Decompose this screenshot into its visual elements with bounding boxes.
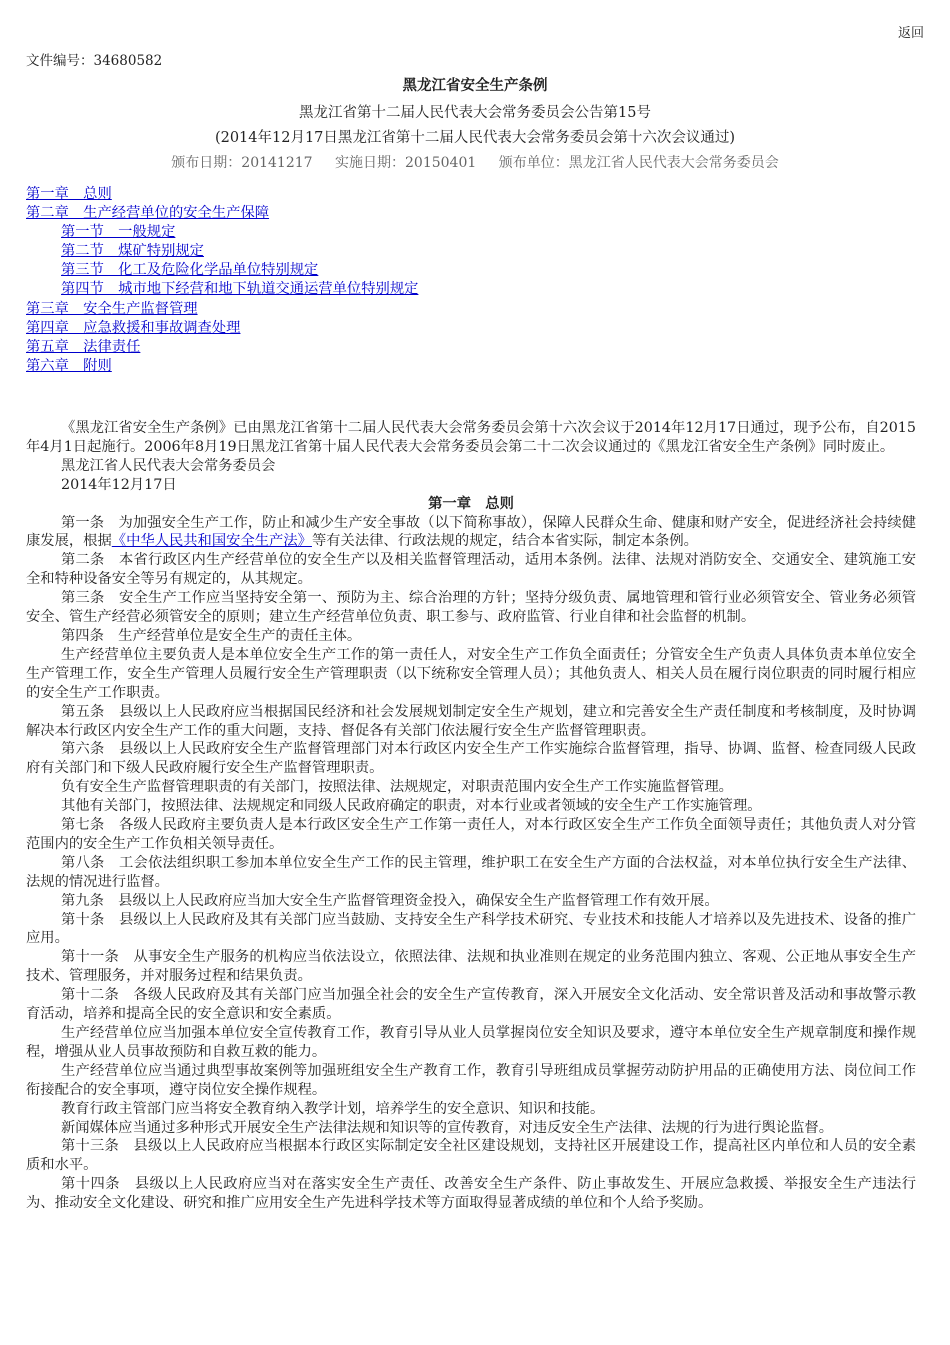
toc-link-section-3[interactable]: 第三节 化工及危险化学品单位特别规定 (61, 262, 319, 279)
toc-link-chapter-1[interactable]: 第一章 总则 (26, 186, 112, 202)
signing-organization: 黑龙江省人民代表大会常务委员会 (61, 457, 276, 474)
article-paragraph: 生产经营单位主要负责人是本单位安全生产工作的第一责任人，对安全生产工作负全面责任；分管安全生产负责人具体负责本单位安全生产管理工作，安全生产管理人员履行安全生产管理职责（以下统称安全管理人员）；其他负责人、相关人员在履行岗位职责的同时履行相应的安全生产工作职责。 (26, 646, 916, 701)
issuer: 颁布单位：黑龙江省人民代表大会常务委员会 (498, 155, 779, 171)
article-paragraph: 第四条 生产经营单位是安全生产的责任主体。 (61, 627, 362, 644)
article-paragraph: 第九条 县级以上人民政府应当加大安全生产监督管理资金投入，确保安全生产监督管理工作有效开展。 (61, 892, 719, 909)
toc-link-chapter-3[interactable]: 第三章 安全生产监督管理 (26, 300, 198, 317)
article-paragraph: 第五条 县级以上人民政府应当根据国民经济和社会发展规划制定安全生产规划，建立和完善安全生产责任制度和考核制度，及时协调解决本行政区内安全生产工作的重大问题，支持、督促各有关部门依法履行安全生产监督管理职责。 (26, 703, 916, 739)
article-paragraph: 新闻媒体应当通过多种形式开展安全生产法律法规和知识等的宣传教育，对违反安全生产法律、法规的行为进行舆论监督。 (61, 1119, 834, 1136)
toc-item (26, 319, 418, 338)
effective-date: 实施日期：20150401 (335, 155, 477, 171)
table-of-contents (26, 185, 418, 376)
toc-link-section-2[interactable]: 第二节 煤矿特别规定 (61, 243, 204, 260)
toc-link-chapter-5[interactable]: 第五章 法律责任 (26, 338, 141, 355)
article-paragraph: 第十一条 从事安全生产服务的机构应当依法设立，依照法律、法规和执业准则在规定的业务范围内独立、客观、公正地从事安全生产技术、管理服务，并对服务过程和结果负责。 (26, 949, 916, 985)
toc-link-chapter-4[interactable]: 第四章 应急救援和事故调查处理 (26, 319, 241, 336)
toc-item (26, 242, 418, 261)
article-paragraph: 第二条 本省行政区内生产经营单位的安全生产以及相关监督管理活动，适用本条例。法律、法规对消防安全、交通安全、建筑施工安全和特种设备安全等另有规定的，从其规定。 (26, 552, 916, 588)
article-paragraph: 第八条 工会依法组织职工参加本单位安全生产工作的民主管理，维护职工在安全生产方面的合法权益，对本单位执行安全生产法律、法规的情况进行监督。 (26, 854, 916, 890)
article-paragraph: 教育行政主管部门应当将安全教育纳入教学计划，培养学生的安全意识、知识和技能。 (61, 1100, 605, 1117)
article-paragraph: 第三条 安全生产工作应当坚持安全第一、预防为主、综合治理的方针；坚持分级负责、属地管理和管行业必须管安全、管业务必须管安全、管生产经营必须管安全的原则；建立生产经营单位负责、职工参与、政府监管、行业自律和社会监督的机制。 (26, 590, 916, 626)
document-body (26, 419, 916, 1213)
article-paragraph: 第十三条 县级以上人民政府应当根据本行政区实际制定安全社区建设规划，支持社区开展建设工作，提高社区内单位和人员的安全素质和水平。 (26, 1138, 916, 1174)
toc-item (26, 223, 418, 242)
toc-link-section-1[interactable]: 第一节 一般规定 (61, 224, 176, 241)
work-safety-law-link[interactable]: 《中华人民共和国安全生产法》 (111, 533, 312, 550)
file-number: 文件编号：34680582 (26, 53, 163, 69)
toc-item (26, 185, 418, 204)
adoption-note: (2014年12月17日黑龙江省第十二届人民代表大会常务委员会第十六次会议通过) (214, 130, 736, 146)
toc-link-chapter-2[interactable]: 第二章 生产经营单位的安全生产保障 (26, 205, 270, 222)
article-paragraph: 生产经营单位应当加强本单位安全宣传教育工作，教育引导从业人员掌握岗位安全知识及要求，遵守本单位安全生产规章制度和操作规程，增强从业人员事故预防和自救互救的能力。 (26, 1025, 916, 1060)
article-paragraph: 第十四条 县级以上人民政府应当对在落实安全生产责任、改善安全生产条件、防止事故发生、开展应急救援、举报安全生产违法行为、推动安全文化建设、研究和推广应用安全生产先进科学技术等方面取得显著成绩的单位和个人给予奖励。 (26, 1176, 916, 1212)
issue-date: 颁布日期：20141217 (171, 155, 313, 171)
article-paragraph: 第十条 县级以上人民政府及其有关部门应当鼓励、支持安全生产科学技术研究、专业技术和技能人才培养以及先进技术、设备的推广应用。 (26, 911, 916, 947)
article-paragraph: 负有安全生产监督管理职责的有关部门，按照法律、法规规定，对职责范围内安全生产工作实施监督管理。 (61, 779, 733, 796)
article-1-text-end: 等有关法律、行政法规的规定，结合本省实际，制定本条例。 (311, 533, 698, 550)
article-paragraph: 第十二条 各级人民政府及其有关部门应当加强全社会的安全生产宣传教育，深入开展安全文化活动、安全常识普及活动和事故警示教育活动，培养和提高全民的安全意识和安全素质。 (26, 987, 916, 1023)
announcement-number: 黑龙江省第十二届人民代表大会常务委员会公告第15号 (299, 105, 651, 121)
document-title: 黑龙江省安全生产条例 (402, 77, 548, 94)
document-meta (0, 152, 950, 172)
toc-item (26, 300, 418, 319)
back-link[interactable]: 返回 (897, 26, 924, 41)
toc-item (26, 338, 418, 357)
signing-date: 2014年12月17日 (61, 476, 177, 493)
toc-item (26, 357, 418, 376)
toc-link-chapter-6[interactable]: 第六章 附则 (26, 357, 112, 374)
toc-link-section-4[interactable]: 第四节 城市地下经营和地下轨道交通运营单位特别规定 (61, 281, 419, 298)
toc-item (26, 280, 418, 299)
article-paragraph: 生产经营单位应当通过典型事故案例等加强班组安全生产教育工作，教育引导班组成员掌握劳动防护用品的正确使用方法、岗位间工作衔接配合的安全事项，遵守岗位安全操作规程。 (26, 1062, 916, 1098)
article-1-text: 第一条 为加强安全生产工作，防止和减少生产安全事故（以下简称事故），保障人民群众生命、健康和财产安全，促进经济社会持续健康发展，根据 (26, 514, 916, 550)
article-paragraph: 其他有关部门，按照法律、法规规定和同级人民政府确定的职责，对本行业或者领域的安全生产工作实施管理。 (61, 798, 762, 815)
chapter-heading: 第一章 总则 (428, 495, 514, 512)
article-1 (26, 514, 916, 552)
article-paragraph: 第六条 县级以上人民政府安全生产监督管理部门对本行政区内安全生产工作实施综合监督管理，指导、协调、监督、检查同级人民政府有关部门和下级人民政府履行安全生产监督管理职责。 (26, 741, 916, 777)
preamble: 《黑龙江省安全生产条例》已由黑龙江省第十二届人民代表大会常务委员会第十六次会议于2014年12月17日通过，现予公布，自2015年4月1日起施行。2006年8月19日黑龙江省第十届人民代表大会常务委员会第二十二次会议通过的《黑龙江省安全生产条例》同时废止。 (26, 420, 916, 455)
toc-item (26, 204, 418, 223)
article-paragraph: 第七条 各级人民政府主要负责人是本行政区安全生产工作第一责任人，对本行政区安全生产工作负全面领导责任；其他负责人对分管范围内的安全生产工作负相关领导责任。 (26, 817, 916, 852)
toc-item (26, 261, 418, 280)
article-list (26, 551, 916, 1213)
